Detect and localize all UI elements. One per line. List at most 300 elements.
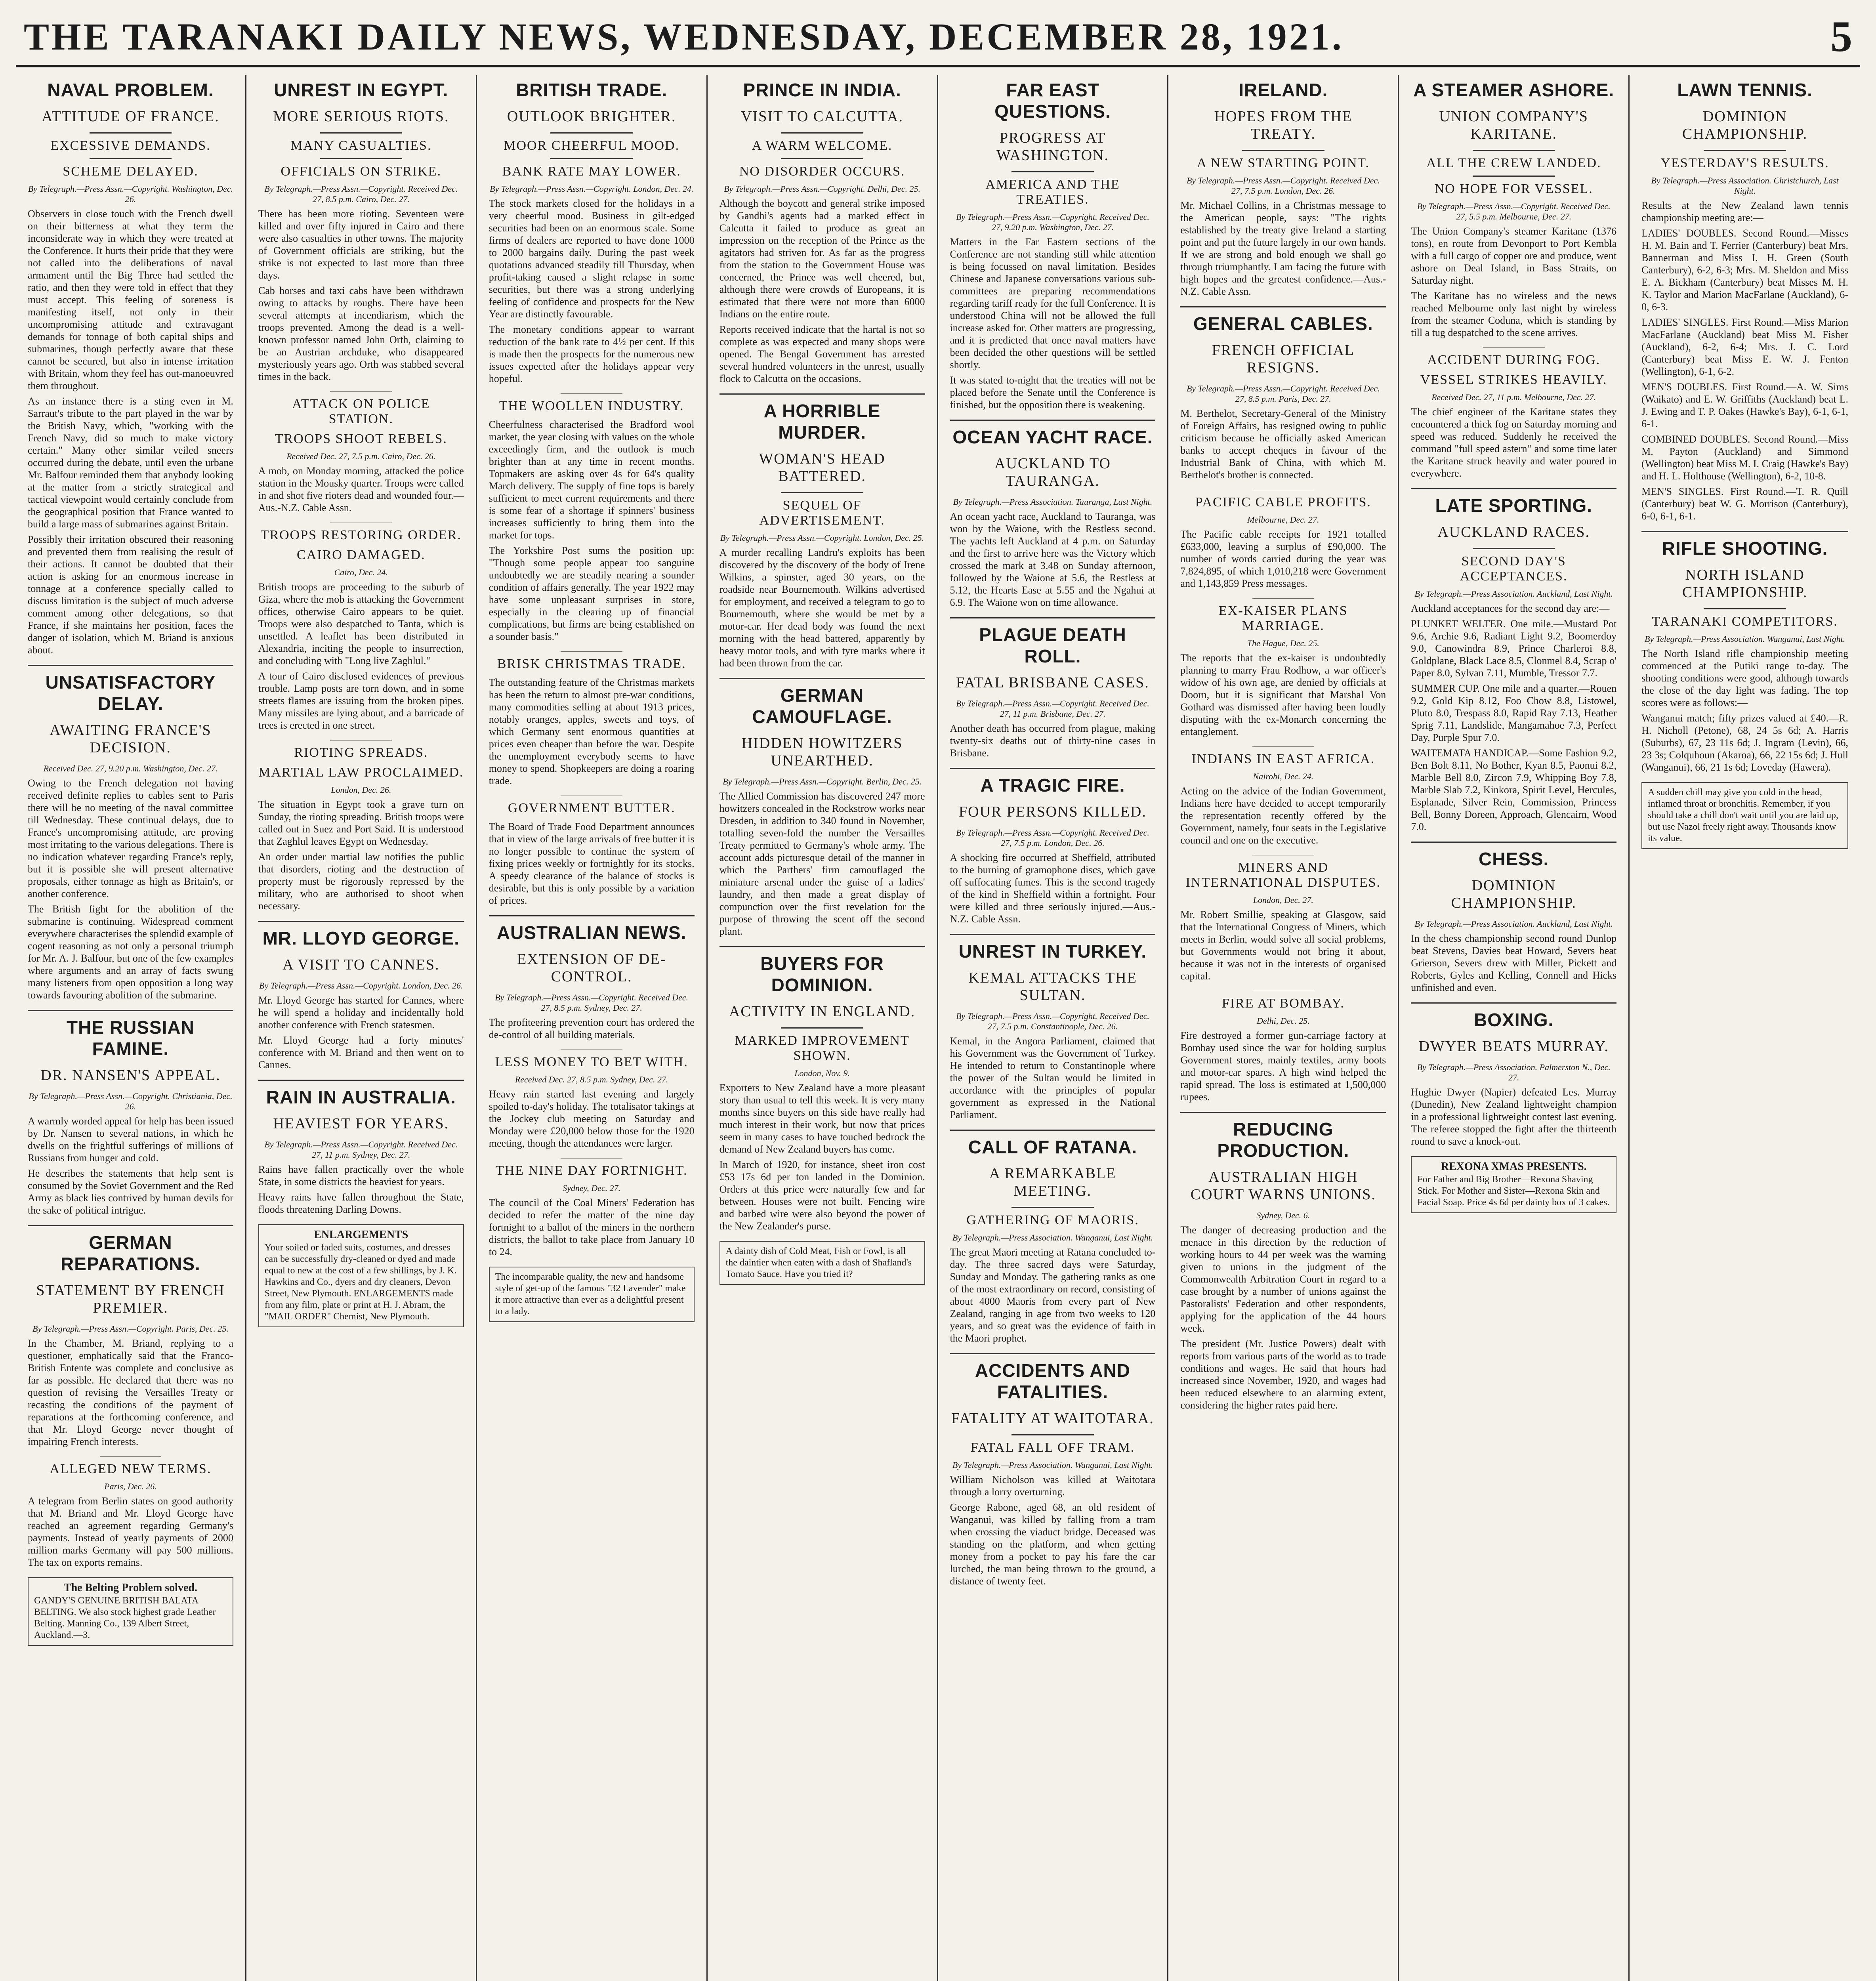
advertisement-heading: ENLARGEMENTS	[314, 1229, 408, 1241]
advertisement	[258, 1224, 464, 1327]
article-paragraph: MEN'S SINGLES. First Round.—T. R. Quill (Canterbury) beat W. G. Morrison (Canterbury), 6-0, 6-1, 6-1.	[1641, 486, 1848, 522]
advertisement-text: A sudden chill may give you cold in the head, inflamed throat or bronchitis. Remember, if you should take a chill don't wait until you are laid up, but use Nazol freely right away. Thousands know its value.	[1648, 787, 1839, 844]
article-divider	[258, 921, 464, 922]
article-paragraph: Acting on the advice of the Indian Government, Indians here have decided to accept temporarily the representation recently offered by the Government, namely, four seats in the Legislative council and one on the executive.	[1180, 785, 1386, 846]
article-paragraph: PLUNKET WELTER. One mile.—Mustard Pot 9.6, Archie 9.6, Radiant Light 9.2, Boomerdoy 9.0, Canowindra 8.9, Prince Charleroi 8.8, Goldplane, Black Lace 8.5, Clonmel 8.4, Scrap o' Paper 8.0, Sylvan 7.11, Mumble, Tressor 7.7.	[1411, 618, 1617, 679]
article-subheading: RIOTING SPREADS.	[294, 745, 428, 760]
article-paragraph: Mr. Michael Collins, in a Christmas message to the American people, says: "The rights established by the treaty give Ireland a starting point and put the future largely in our own hands. If we are strong and bold enough we shall go through triumphantly. I am facing the future with high hopes and the greatest confidence.—Aus.-N.Z. Cable Assn.	[1180, 200, 1386, 297]
article-divider	[1641, 531, 1848, 532]
article-headline: IRELAND.	[1239, 80, 1328, 100]
article-paragraph: WAITEMATA HANDICAP.—Some Fashion 9.2, Ben Bolt 8.11, No Bother, Kyan 8.5, Paonui 8.2, Marble Bell 8.0, Zircon 7.9, Whipping Boy 7.8, Marble Slab 7.2, Kinkora, Spirit Level, Hercules, Esplanade, Silver Rein, Commission, Princess Bell, Bonny Doreen, Approach, Glencairn, Wood 7.0.	[1411, 747, 1617, 832]
article	[1180, 490, 1386, 590]
article-paragraph: M. Berthelot, Secretary-General of the Ministry of Foreign Affairs, has resigned owing to public criticism because he officially asked American banks to accept cheques in favour of the Industrial Bank of China, with which M. Berthelot's brother is connected.	[1180, 408, 1386, 481]
heading-rule	[550, 158, 633, 159]
dateline: By Telegraph.—Press Assn.—Copyright. Received Dec. 27, 8.5 p.m. Paris, Dec. 27.	[1186, 384, 1380, 404]
article-headline: PLAGUE DEATH ROLL.	[979, 624, 1126, 666]
dateline: By Telegraph.—Press Assn.—Copyright. Received Dec. 27, 7.5 p.m. London, Dec. 26.	[956, 828, 1149, 848]
article-headline: RIFLE SHOOTING.	[1662, 538, 1828, 559]
column-3	[477, 75, 708, 1981]
article	[719, 79, 925, 385]
article-paragraph: An order under martial law notifies the public that disorders, rioting and the destruction of property must be rigorously repressed by the military, who are authorised to shoot when necessary.	[258, 851, 464, 912]
article-paragraph: An ocean yacht race, Auckland to Tauranga, was won by the Waione, with the Restless second. The yachts left Auckland at 4 p.m. on Saturday and the first to arrive here was the Victory which crossed the mark at 3.48 on Sunday afternoon, followed by the Waione at 5.6, the Restless at 5.12, the Hearts Ease at 5.55 and the Ngahui at 6.9. The Waione won on time allowance.	[950, 511, 1156, 608]
article-divider	[950, 420, 1156, 421]
article-subheading: BANK RATE MAY LOWER.	[502, 164, 681, 179]
article-subheading: INDIANS IN EAST AFRICA.	[1191, 752, 1375, 766]
article-paragraph: A shocking fire occurred at Sheffield, attributed to the burning of gramophone discs, which gave off suffocating fumes. This is the second tragedy of the kind in Sheffield within a fortnight. Four were killed and three seriously injured.—Aus.-N.Z. Cable Assn.	[950, 852, 1156, 925]
article-subheading: SECOND DAY'S ACCEPTANCES.	[1460, 554, 1568, 584]
article-subheading: MANY CASUALTIES.	[290, 138, 432, 153]
advertisement	[719, 1241, 925, 1285]
article-paragraph: The situation in Egypt took a grave turn on Sunday, the rioting spreading. British troops were called out in Suez and Port Said. It is understood that Zaghlul leaves Egypt on Wednesday.	[258, 799, 464, 847]
heading-rule	[90, 158, 172, 159]
dateline: By Telegraph.—Press Association. Wanganui, Last Night.	[1644, 634, 1845, 644]
article-subheading: ALL THE CREW LANDED.	[1426, 156, 1601, 170]
article-subheading: STATEMENT BY FRENCH PREMIER.	[36, 1282, 225, 1316]
heading-rule	[1473, 176, 1555, 177]
article-paragraph: Heavy rains have fallen throughout the State, floods threatening Darling Downs.	[258, 1191, 464, 1215]
dateline: London, Dec. 26.	[331, 785, 391, 795]
article-paragraph: The great Maori meeting at Ratana concluded to-day. The three sacred days were Saturday, Sunday and Monday. The gathering ranks as one of the most extraordinary on record, consisting of about 4000 Maoris from every part of New Zealand, ranging in age from two weeks to 120 years, and so great was the evidence of faith in the Maori prophet.	[950, 1246, 1156, 1344]
dateline: By Telegraph.—Press Assn.—Copyright. Received Dec. 27, 7.5 p.m. Constantinople, Dec. 26.	[956, 1011, 1149, 1031]
article-subheading: DOMINION CHAMPIONSHIP.	[1682, 108, 1808, 142]
dateline: By Telegraph.—Press Assn.—Copyright. Received Dec. 27, 5.5 p.m. Melbourne, Dec. 27.	[1417, 201, 1611, 221]
article-subheading: HIDDEN HOWITZERS UNEARTHED.	[741, 735, 903, 769]
article-subheading: MINERS AND INTERNATIONAL DISPUTES.	[1185, 860, 1381, 890]
article-paragraph: Mr. Lloyd George has started for Cannes, where he will spend a holiday and incidentally hold another conference with French statesmen.	[258, 994, 464, 1031]
article-headline: LAWN TENNIS.	[1677, 80, 1813, 100]
article-headline: FAR EAST QUESTIONS.	[994, 80, 1111, 122]
article-subheading: MARKED IMPROVEMENT SHOWN.	[735, 1033, 910, 1063]
heading-rule	[781, 492, 863, 493]
dateline: By Telegraph.—Press Association. Auckland, Last Night.	[1414, 589, 1613, 599]
dateline: By Telegraph.—Press Assn.—Copyright. Received Dec. 27, 9.20 p.m. Washington, Dec. 27.	[956, 212, 1149, 232]
advertisement-heading: The Belting Problem solved.	[63, 1582, 197, 1594]
dateline: The Hague, Dec. 25.	[1247, 638, 1319, 648]
article-subheading: DWYER BEATS MURRAY.	[1418, 1038, 1609, 1055]
article-divider	[950, 617, 1156, 618]
article-subheading: FRENCH OFFICIAL RESIGNS.	[1212, 342, 1355, 376]
dateline: Nairobi, Dec. 24.	[1253, 771, 1314, 781]
dateline: Sydney, Dec. 6.	[1256, 1210, 1310, 1220]
article	[489, 1158, 695, 1258]
heading-rule	[1242, 150, 1324, 151]
article-subheading: FATAL BRISBANE CASES.	[956, 674, 1149, 691]
article-subheading: NORTH ISLAND CHAMPIONSHIP.	[1682, 567, 1808, 601]
heading-rule	[90, 132, 172, 134]
article-subheading: OFFICIALS ON STRIKE.	[281, 164, 442, 179]
article-headline: OCEAN YACHT RACE.	[952, 427, 1153, 447]
article	[950, 79, 1156, 411]
dateline: By Telegraph.—Press Assn.—Copyright. Received Dec. 27, 11 p.m. Sydney, Dec. 27.	[264, 1139, 458, 1160]
article-paragraph: Hughie Dwyer (Napier) defeated Les. Murray (Dunedin), New Zealand lightweight champion in a professional lightweight contest last evening. The referee stopped the fight after the thirteenth round to save a knock-out.	[1411, 1086, 1617, 1147]
article-divider	[719, 678, 925, 679]
article-subheading: THE NINE DAY FORTNIGHT.	[495, 1163, 688, 1178]
article-paragraph: The reports that the ex-kaiser is undoubtedly planning to marry Frau Rodhow, a war officer's widow of his own age, are denied by officials at Doorn, but it is significant that Marshal Von Gothard was dismissed after having been loudly disputing with the ex-Monarch concerning the entanglement.	[1180, 652, 1386, 737]
subsection-rule	[1252, 598, 1314, 599]
article-paragraph: In the chess championship second round Dunlop beat Stevens, Davies beat Howard, Severs beat Grierson, Severs drew with Miller, Pickett and Roberts, Gyles and Kelling, Connell and Hicks unfinished and even.	[1411, 933, 1617, 993]
heading-rule	[1011, 1207, 1094, 1208]
article-headline: RAIN IN AUSTRALIA.	[266, 1087, 456, 1107]
article-divider	[1411, 842, 1616, 843]
article-subheading: ACCIDENT DURING FOG.	[1427, 353, 1601, 367]
article-subheading: FATALITY AT WAITOTARA.	[951, 1410, 1154, 1427]
dateline: By Telegraph.—Press Assn.—Copyright. Christiania, Dec. 26.	[29, 1091, 233, 1111]
article	[28, 1225, 233, 1448]
article-paragraph: COMBINED DOUBLES. Second Round.—Miss M. Payton (Auckland) and Simmond (Wellington) beat Miss M. I. Craig (Hawke's Bay) and H. L. Holthouse (Wellington), 6-2, 10-8.	[1641, 433, 1848, 482]
article	[258, 391, 464, 514]
article-subheading: AUCKLAND TO TAURANGA.	[994, 455, 1111, 489]
article-divider	[950, 1130, 1156, 1131]
article-subheading: WOMAN'S HEAD BATTERED.	[759, 450, 886, 485]
article-subheading: AUSTRALIAN HIGH COURT WARNS UNIONS.	[1190, 1169, 1376, 1203]
subsection-rule	[561, 651, 622, 652]
dateline: By Telegraph.—Press Assn.—Copyright. Berlin, Dec. 25.	[723, 777, 922, 786]
article-subheading: HOPES FROM THE TREATY.	[1214, 108, 1352, 142]
article-paragraph: He describes the statements that help sent is consumed by the Soviet Government and the Red Army as black lies contrived by human devils for the sake of political intrigue.	[28, 1168, 233, 1216]
article-paragraph: LADIES' SINGLES. First Round.—Miss Marion MacFarlane (Auckland) beat Miss M. Fisher (Auckland), 6-2, 6-4; Mrs. J. C. Lord (Canterbury) beat Miss E. W. J. Fenton (Wellington), 6-1, 6-2.	[1641, 317, 1848, 377]
article-subheading: AWAITING FRANCE'S DECISION.	[50, 722, 212, 756]
article-paragraph: It was stated to-night that the treaties will not be placed before the Senate until the Conference is finished, but the opposition there is weakening.	[950, 374, 1156, 410]
article-paragraph: William Nicholson was killed at Waitotara through a lorry overturning.	[950, 1474, 1156, 1498]
article	[1180, 306, 1386, 481]
article-subheading: ATTITUDE OF FRANCE.	[42, 108, 219, 125]
article-subheading: MOOR CHEERFUL MOOD.	[504, 138, 680, 153]
article	[1180, 991, 1386, 1103]
article-paragraph: Although the boycott and general strike imposed by Gandhi's agents had a marked effect in Calcutta it failed to produce as great an impression on the reception of the Prince as the agitators had striven for. As far as the progress from the station to the Government House was concerned, the Prince was well cheered, but, although there were crowds of Europeans, it is estimated that there were not more than 6000 Indians on the entire route.	[719, 198, 925, 320]
article-subheading: MARTIAL LAW PROCLAIMED.	[258, 765, 464, 780]
article-paragraph: Mr. Lloyd George had a forty minutes' conference with M. Briand and then went on to Cannes.	[258, 1034, 464, 1071]
article-paragraph: A tour of Cairo disclosed evidences of previous trouble. Lamp posts are torn down, and in some streets flames are issuing from the broken pipes. Many missiles are lying about, and a barricade of trees is erected in one street.	[258, 670, 464, 731]
dateline: By Telegraph.—Press Association. Wanganui, Last Night.	[952, 1460, 1153, 1470]
dateline: Paris, Dec. 26.	[104, 1481, 157, 1491]
heading-rule	[1704, 608, 1786, 609]
article-paragraph: Reports received indicate that the hartal is not so complete as was expected and many shops were opened. The Bengal Government has arrested several hundred volunteers in the unrest, usually flock to Calcutta on the occasions.	[719, 324, 925, 384]
subsection-rule	[330, 391, 392, 392]
article	[1180, 855, 1386, 982]
article-paragraph: Heavy rain started last evening and largely spoiled to-day's holiday. The totalisator takings at the Jockey club meeting on Saturday and Monday were £20,000 below those for the 1920 meeting, though the attendances were larger.	[489, 1088, 695, 1149]
article-subheading: MORE SERIOUS RIOTS.	[273, 108, 449, 125]
article-paragraph: Kemal, in the Angora Parliament, claimed that his Government was the Government of Turkey. He intended to return to Constantinople where the power of the Sultan would be limited in accordance with the principles of popular government as expressed in the National Parliament.	[950, 1035, 1156, 1120]
dateline: Cairo, Dec. 24.	[334, 567, 388, 577]
dateline: By Telegraph.—Press Association. Auckland, Last Night.	[1414, 919, 1613, 929]
article-paragraph: The president (Mr. Justice Powers) dealt with reports from various parts of the world as to trade conditions and wages. He said that hours had increased since November, 1920, and wages had been reduced elsewhere to an alarming extent, considering the higher rates paid here.	[1180, 1338, 1386, 1411]
article	[258, 79, 464, 383]
advertisement	[1641, 782, 1848, 849]
masthead-title: THE TARANAKI DAILY NEWS, WEDNESDAY, DECEMBER 28, 1921.	[24, 15, 1344, 58]
article-subheading: AUCKLAND RACES.	[1437, 524, 1590, 540]
article-subheading: FIRE AT BOMBAY.	[1221, 996, 1345, 1011]
dateline: By Telegraph.—Press Association. Palmerston N., Dec. 27.	[1417, 1062, 1611, 1082]
article-paragraph: Rains have fallen practically over the whole State, in some districts the heaviest for years.	[258, 1164, 464, 1187]
article-paragraph: The monetary conditions appear to warrant reduction of the bank rate to 4½ per cent. If this is made then the prospects for the numerous new issues expected after the holidays appear very hopeful.	[489, 324, 695, 384]
article	[1641, 531, 1848, 773]
article-subheading: A WARM WELCOME.	[752, 138, 893, 153]
advertisement	[1411, 1156, 1616, 1213]
article-subheading: GOVERNMENT BUTTER.	[508, 801, 676, 815]
column-5	[938, 75, 1169, 1981]
article	[1180, 1112, 1386, 1411]
masthead	[16, 8, 1860, 67]
article-subheading: EXTENSION OF DE-CONTROL.	[517, 951, 666, 985]
article-paragraph: As an instance there is a sting even in M. Sarraut's tribute to the part played in the war by the British Navy, which, "working with the French Navy, did so much to make victory certain." Many other similar veiled sneers occurred during the debate, until even the urbane Mr. Balfour reminded them that anybody looking at the matter from a strictly strategical and tactical viewpoint would certainly conclude from the geographical position that France wanted to build a large mass of submarines against Britain.	[28, 395, 233, 530]
article-divider	[1411, 488, 1616, 489]
article-divider	[719, 946, 925, 947]
article	[1180, 598, 1386, 738]
heading-rule	[320, 132, 403, 134]
article-paragraph: The Board of Trade Food Department announces that in view of the large arrivals of free butter it is no longer possible to continue the system of fixing prices weekly or fortnightly for its stocks. A speedy clearance of the balance of stocks is desirable, but this is only possible by a variation of prices.	[489, 821, 695, 906]
dateline: By Telegraph.—Press Assn.—Copyright. Received Dec. 27, 7.5 p.m. London, Dec. 26.	[1186, 176, 1380, 196]
article-headline: GENERAL CABLES.	[1193, 313, 1373, 334]
column-4	[708, 75, 938, 1981]
article-subheading: TROOPS SHOOT REBELS.	[275, 431, 447, 446]
article-paragraph: The danger of decreasing production and the menace in this direction by the reduction of working hours to 44 per week was the warning given to unions in the judgment of the Commonwealth Arbitration Court in regard to a case brought by a number of unions against the Pastoralists' Federation and other respondents, applying for the application of the 44 hours week.	[1180, 1224, 1386, 1334]
article-subheading: ATTACK ON POLICE STATION.	[292, 397, 430, 426]
article	[1411, 347, 1616, 479]
article-headline: CHESS.	[1479, 849, 1549, 869]
dateline: By Telegraph.—Press Assn.—Copyright. Paris, Dec. 25.	[32, 1324, 229, 1334]
article-headline: A STEAMER ASHORE.	[1413, 80, 1615, 100]
article	[1411, 1002, 1616, 1147]
article-paragraph: The outstanding feature of the Christmas markets has been the return to almost pre-war conditions, many commodities selling at about 1913 prices, notably oranges, apples, sweets and toys, of which Germany sent enormous quantities at prices even cheaper than before the war. Despite the unemployment everybody seems to have money to spend. Shopkeepers are doing a roaring trade.	[489, 677, 695, 786]
article-subheading: VESSEL STRIKES HEAVILY.	[1420, 372, 1607, 387]
article-headline: A HORRIBLE MURDER.	[763, 401, 881, 443]
dateline: London, Nov. 9.	[794, 1068, 850, 1078]
article-headline: GERMAN CAMOUFLAGE.	[752, 685, 892, 727]
article-subheading: DOMINION CHAMPIONSHIP.	[1451, 877, 1576, 911]
dateline: By Telegraph.—Press Association. Tauranga, Last Night.	[953, 497, 1153, 507]
article	[1180, 79, 1386, 298]
article-headline: AUSTRALIAN NEWS.	[496, 922, 687, 943]
article-headline: UNREST IN TURKEY.	[958, 941, 1147, 962]
column-2	[246, 75, 477, 1981]
dateline: By Telegraph.—Press Assn.—Copyright. Received Dec. 27, 8.5 p.m. Cairo, Dec. 27.	[264, 184, 458, 204]
advertisement-text: For Father and Big Brother—Rexona Shaving Stick. For Mother and Sister—Rexona Skin and Facial Soap. Price 4s 6d per dainty box of 3 cakes.	[1417, 1174, 1610, 1208]
dateline: By Telegraph.—Press Association. Christchurch, Last Night.	[1651, 176, 1839, 196]
article-paragraph: A warmly worded appeal for help has been issued by Dr. Nansen to several nations, in which he dwells on the frightful sufferings of millions of Russians from hunger and cold.	[28, 1115, 233, 1164]
article-paragraph: Possibly their irritation obscured their reasoning and prevented them from realising the result of their actions. It cannot be doubted that their action is asking for an enormous increase in tonnage at a conference specially called to discuss limitation is the subject of much adverse comment among other delegations, so that France, if she maintains her position, faces the danger of isolation, which M. Briand is anxious about.	[28, 534, 233, 656]
article-divider	[258, 1080, 464, 1081]
article-headline: PRINCE IN INDIA.	[743, 80, 901, 100]
heading-rule	[1473, 150, 1555, 151]
article-paragraph: The chief engineer of the Karitane states they encountered a thick fog on Saturday morning and speed was reduced. Suddenly he received the command "full speed astern" and some time later the Karitane struck heavily and water poured in everywhere.	[1411, 406, 1617, 479]
article-subheading: EX-KAISER PLANS MARRIAGE.	[1219, 603, 1348, 633]
article-paragraph: Auckland acceptances for the second day are:—	[1411, 603, 1610, 614]
advertisement-text: GANDY'S GENUINE BRITISH BALATA BELTING. We also stock highest grade Leather Belting. Manning Co., 139 Albert Street, Auckland.—3.	[34, 1595, 216, 1640]
article-paragraph: Matters in the Far Eastern sections of the Conference are not standing still while attention is being focussed on naval limitation. Besides Chinese and Japanese conversations various sub-committees are preparing recommendations regarding tariff ready for the full Conference. It is understood China will not be allowed the full increase asked for. Other matters are progressing, and it is predicted that once naval matters have been decided the other questions will be settled shortly.	[950, 236, 1156, 370]
article-paragraph: SUMMER CUP. One mile and a quarter.—Rouen 9.2, Gold Kip 8.12, Foo Chow 8.8, Listowel, Pluto 8.0, Trespass 8.0, Rapid Ray 7.13, Heather Sprig 7.11, Landslide, Mangamahoe 7.3, Perfect Day, Purple Spur 7.0.	[1411, 683, 1617, 743]
article-subheading: AMERICA AND THE TREATIES.	[985, 177, 1120, 207]
article-subheading: DR. NANSEN'S APPEAL.	[40, 1067, 221, 1084]
dateline: By Telegraph.—Press Assn.—Copyright. Received Dec. 27, 8.5 p.m. Sydney, Dec. 27.	[495, 992, 689, 1013]
heading-rule	[1011, 171, 1094, 172]
article-headline: MR. LLOYD GEORGE.	[262, 928, 460, 949]
dateline: By Telegraph.—Press Assn.—Copyright. Received Dec. 27, 11 p.m. Brisbane, Dec. 27.	[956, 699, 1149, 719]
heading-rule	[781, 1027, 863, 1029]
article-headline: UNSATISFACTORY DELAY.	[45, 672, 216, 714]
dateline: By Telegraph.—Press Assn.—Copyright. London, Dec. 24.	[490, 184, 694, 194]
article-paragraph: The Allied Commission has discovered 247 more howitzers concealed in the Rockstrow works near Dresden, in addition to 340 found in November, totalling seven-fold the number the Versailles Treaty permitted to Germany's whole army. The account adds picturesque detail of the manner in which the Parthers' firm camouflaged the miniature arsenal under the guise of a ladies' laundry, and then made a great display of compunction over the first revelation for the purpose of throwing the scent off the second plant.	[719, 790, 925, 937]
article	[1641, 79, 1848, 522]
dateline: By Telegraph.—Press Assn.—Copyright. London, Dec. 25.	[720, 533, 924, 543]
article-subheading: ALLEGED NEW TERMS.	[50, 1462, 212, 1476]
article	[489, 393, 695, 643]
article-divider	[950, 768, 1156, 769]
article-divider	[719, 393, 925, 395]
subsection-rule	[561, 393, 622, 394]
heading-rule	[781, 132, 863, 134]
article-paragraph: Cab horses and taxi cabs have been withdrawn owing to attacks by roughs. There have been several attempts at incendiarism, which the troops prevented. Among the dead is a well-known professor named John Orth, claiming to be an Austrian archduke, who disappeared mysteriously years ago. Orth was stabbed several times in the back.	[258, 285, 464, 382]
article	[1411, 488, 1616, 833]
article-paragraph: LADIES' DOUBLES. Second Round.—Misses H. M. Bain and T. Ferrier (Canterbury) beat Mrs. Bannerman and Miss I. H. Green (South Canterbury), 6-2, 6-3; Mrs. M. Sheldon and Miss E. A. Bickham (Canterbury) beat Misses M. H. K. Taylor and Marion MacFarlane (Auckland), 6-0, 6-3.	[1641, 227, 1848, 313]
article	[1411, 842, 1616, 994]
article-headline: REDUCING PRODUCTION.	[1217, 1119, 1349, 1161]
article-headline: A TRAGIC FIRE.	[980, 775, 1125, 796]
dateline: Received Dec. 27, 7.5 p.m. Cairo, Dec. 26.	[286, 451, 436, 461]
article	[28, 1010, 233, 1216]
dateline: Received Dec. 27, 8.5 p.m. Sydney, Dec. 27.	[515, 1074, 668, 1084]
advertisement-text: A dainty dish of Cold Meat, Fish or Fowl, is all the daintier when eaten with a dash of Shafland's Tomato Sauce. Have you tried it?	[725, 1246, 912, 1279]
article-subheading: TROOPS RESTORING ORDER.	[260, 528, 462, 542]
article	[28, 1456, 233, 1569]
article-paragraph: The Pacific cable receipts for 1921 totalled £633,000, leaving a surplus of £90,000. The number of words carried during the year was 7,824,895, of which 1,010,218 were Government and 1,143,859 Press messages.	[1180, 529, 1386, 589]
article	[258, 1080, 464, 1216]
heading-rule	[1011, 1434, 1094, 1435]
article	[258, 921, 464, 1071]
column-8	[1630, 75, 1860, 1981]
article	[28, 665, 233, 1001]
heading-rule	[320, 158, 403, 159]
article	[28, 79, 233, 656]
article-headline: LATE SPORTING.	[1435, 495, 1592, 516]
article-paragraph: The Union Company's steamer Karitane (1376 tons), en route from Devonport to Port Kembla with a full cargo of copper ore and produce, went ashore on Deal Island, in Bass Straits, on Saturday night.	[1411, 225, 1617, 286]
article	[258, 740, 464, 912]
article-paragraph: A murder recalling Landru's exploits has been discovered by the discovery of the body of Irene Wilkins, a spinster, aged 30 years, on the roadside near Bournemouth. Wilkins advertised for employment, and received a telegram to go to Bournemouth, where she would be met by a motor-car. Her dead body was found the next morning with the head battered, apparently by heavy motor tools, and with tyre marks where it had been thrown from the car.	[719, 547, 925, 669]
subsection-rule	[100, 1456, 162, 1457]
article-paragraph: Mr. Robert Smillie, speaking at Glasgow, said that the International Congress of Miners, which meets in Berlin, would solve all social problems, but Governments would not bring it about, because it was not in the interests of organised capital.	[1180, 909, 1386, 982]
article-paragraph: A mob, on Monday morning, attacked the police station in the Mousky quarter. Troops were called in and shot five rioters dead and wounded four.—Aus.-N.Z. Cable Assn.	[258, 465, 464, 513]
dateline: By Telegraph.—Press Association. Wanganui, Last Night.	[952, 1233, 1153, 1242]
article-headline: BRITISH TRADE.	[516, 80, 668, 100]
article	[950, 1353, 1156, 1587]
article-paragraph: Another death has occurred from plague, making twenty-six deaths out of thirty-nine cases in Brisbane.	[950, 723, 1156, 759]
article-headline: THE RUSSIAN FAMINE.	[67, 1017, 195, 1059]
article-subheading: SEQUEL OF ADVERTISEMENT.	[759, 498, 885, 528]
article-subheading: VISIT TO CALCUTTA.	[741, 108, 903, 125]
article-divider	[1411, 1002, 1616, 1004]
article-paragraph: There has been more rioting. Seventeen were killed and over fifty injured in Cairo and there were also casualties in other towns. The majority of Government officials are striking, but the strike is not expected to last more than three days.	[258, 208, 464, 281]
article-subheading: KEMAL ATTACKS THE SULTAN.	[968, 970, 1137, 1004]
article-paragraph: Fire destroyed a former gun-carriage factory at Bombay used since the war for holding surplus Government stores, mainly textiles, army boots and motor-car spares. A high wind helped the rapid spread. The loss is estimated at 1,500,000 rupees.	[1180, 1030, 1386, 1103]
heading-rule	[550, 132, 633, 134]
article	[489, 79, 695, 385]
subsection-rule	[1483, 347, 1545, 348]
article-subheading: A VISIT TO CANNES.	[282, 956, 440, 973]
dateline: By Telegraph.—Press Assn.—Copyright. Washington, Dec. 26.	[28, 184, 233, 204]
article-paragraph: The stock markets closed for the holidays in a very cheerful mood. Business in gilt-edged securities had been on an enormous scale. Some firms of dealers are reported to have done 1000 to 2000 bargains daily. During the past week quotations advanced steadily till Thursday, when profit-taking caused a slight relapse in some securities, but there was a strong underlying feeling of confidence and prospects for the New Year are distinctly favourable.	[489, 198, 695, 320]
advertisement-heading: REXONA XMAS PRESENTS.	[1441, 1160, 1587, 1173]
article-subheading: YESTERDAY'S RESULTS.	[1660, 156, 1829, 170]
article-subheading: UNION COMPANY'S KARITANE.	[1439, 108, 1588, 142]
article	[950, 420, 1156, 609]
article-paragraph: Wanganui match; fifty prizes valued at £40.—R. H. Nicholl (Petone), 68, 24 5s 6d; A. Harris (Suburbs), 67, 23 11s 6d; J. Ingram (Levin), 66, 23 3s; Colquhoun (Akaroa), 66, 22 15s 6d; J. Hull (Wanganui), 66, 21 1s 6d; Loveday (Hawera).	[1641, 712, 1848, 773]
article	[1180, 746, 1386, 846]
article-divider	[950, 1353, 1156, 1354]
article-divider	[950, 934, 1156, 935]
heading-rule	[1473, 548, 1555, 549]
article	[950, 934, 1156, 1121]
article-subheading: A NEW STARTING POINT.	[1197, 156, 1370, 170]
article-subheading: LESS MONEY TO BET WITH.	[495, 1055, 688, 1069]
article	[489, 1050, 695, 1149]
advertisement-text: Your soiled or faded suits, costumes, and dresses can be successfully dry-cleaned or dyed and made equal to new at the cost of a few shillings, by J. K. Hawkins and Co., dyers and dry cleaners, Devon Street, New Plymouth. ENLARGEMENTS made from any film, plate or print at H. J. Abram, the "MAIL ORDER" Chemist, New Plymouth.	[264, 1242, 457, 1322]
dateline: By Telegraph.—Press Assn.—Copyright. Delhi, Dec. 25.	[724, 184, 921, 194]
dateline: Melbourne, Dec. 27.	[1247, 515, 1319, 525]
article	[489, 796, 695, 907]
article-paragraph: The profiteering prevention court has ordered the de-control of all building materials.	[489, 1017, 695, 1040]
subsection-rule	[1252, 746, 1314, 747]
article-paragraph: The council of the Coal Miners' Federation has decided to refer the matter of the nine day fortnight to a ballot of the miners in the northern districts, the ballot to take place from January 10 to 24.	[489, 1197, 695, 1258]
heading-rule	[1704, 150, 1786, 151]
article-subheading: SCHEME DELAYED.	[63, 164, 198, 179]
article-divider	[1180, 1112, 1386, 1113]
article	[1411, 79, 1616, 339]
article	[258, 523, 464, 731]
advertisement	[489, 1267, 695, 1322]
article-subheading: PROGRESS AT WASHINGTON.	[996, 130, 1109, 164]
article-subheading: OUTLOOK BRIGHTER.	[507, 108, 676, 125]
dateline: Sydney, Dec. 27.	[563, 1183, 621, 1193]
column-7	[1399, 75, 1630, 1981]
article-subheading: GATHERING OF MAORIS.	[966, 1213, 1139, 1227]
column-6	[1168, 75, 1399, 1981]
article-paragraph: Owing to the French delegation not having received definite replies to cables sent to Paris there will be no meeting of the naval committee till Wednesday. These continual delays, due to France's uncompromising attitude, are proving most irritating to the various delegations. There is no indication whatever regarding France's reply, but it is possible she will present alternative proposals, either tonnage as high as Britain's, or another conference.	[28, 777, 233, 899]
article-divider	[1180, 306, 1386, 307]
article-divider	[28, 1225, 233, 1226]
article-subheading: ACTIVITY IN ENGLAND.	[729, 1003, 916, 1020]
article	[719, 393, 925, 669]
article-subheading: FATAL FALL OFF TRAM.	[970, 1440, 1135, 1455]
article	[950, 617, 1156, 759]
dateline: Received Dec. 27, 9.20 p.m. Washington, Dec. 27.	[43, 763, 218, 773]
article-headline: BOXING.	[1474, 1010, 1554, 1030]
article-headline: GERMAN REPARATIONS.	[61, 1232, 200, 1274]
article-subheading: NO HOPE FOR VESSEL.	[1434, 181, 1593, 196]
column-1	[16, 75, 246, 1981]
article-divider	[28, 665, 233, 666]
article	[489, 915, 695, 1041]
article-paragraph: In March of 1920, for instance, sheet iron cost £53 17s 6d per ton landed in the Dominion. Orders at this price were naturally few and far between. Houses were not built. Fencing wire and barbed wire were also beyond the power of the New Zealander's purse.	[719, 1159, 925, 1232]
article	[950, 768, 1156, 925]
article-paragraph: MEN'S DOUBLES. First Round.—A. W. Sims (Waikato) and E. W. Griffiths (Auckland) beat L. J. Ewing and T. P. Oakes (Hawke's Bay), 6-1, 6-1, 6-1.	[1641, 381, 1848, 429]
article-headline: UNREST IN EGYPT.	[274, 80, 448, 100]
article-subheading: HEAVIEST FOR YEARS.	[273, 1115, 449, 1132]
article-paragraph: The North Island rifle championship meeting commenced at the Putiki range to-day. The shooting conditions were good, although towards the close of the day light was fading. The top scores were as follows:—	[1641, 648, 1848, 708]
article-paragraph: The British fight for the abolition of the submarine is continuing. Widespread comment everywhere characterises the splendid example of cogent reasoning as not only a personal triumph for Mr. A. J. Balfour, but one of the few examples where arguments and an array of facts swung many listeners from open opposition a long way towards favouring abolition of the submarine.	[28, 903, 233, 1001]
article-subheading: A REMARKABLE MEETING.	[989, 1165, 1116, 1199]
article-paragraph: A telegram from Berlin states on good authority that M. Briand and Mr. Lloyd George have reached an agreement regarding Germany's payments. Instead of yearly payments of 2000 million marks Germany will pay 500 millions. The tax on exports remains.	[28, 1495, 233, 1568]
article-paragraph: Observers in close touch with the French dwell on their bitterness at what they term the inconsiderate way in which they were treated at the Conference. It hurts their pride that they were not called into the deliberations of naval armament until the Big Three had settled the ratio, and then they were told in effect that they must accept. This feeling of soreness is manifesting itself, not only in their uncompromising attitude and extravagant demands for tonnage of both capital ships and submarines, though perfectly aware that these cannot be secured, but also in intense irritation with Britain, whom they feel has out-manoeuvred them throughout.	[28, 208, 233, 391]
article-paragraph: Results at the New Zealand lawn tennis championship meeting are:—	[1641, 200, 1848, 223]
article-paragraph: In the Chamber, M. Briand, replying to a questioner, emphatically said that the Franco-British Entente was complete and conclusive as far as possible. He declared that there was no question of revising the Versailles Treaty or recasting the conditions of the payment of reparations at the forthcoming conference, and that Mr. Lloyd George never thought of impairing French interests.	[28, 1338, 233, 1447]
article-paragraph: Exporters to New Zealand have a more pleasant story than usual to tell this week. It is very many months since buyers on this side have really had much interest in their work, but now that prices seem in many cases to have touched bedrock the demand of New Zealand buyers has come.	[719, 1082, 925, 1155]
article-subheading: BRISK CHRISTMAS TRADE.	[497, 657, 686, 671]
dateline: By Telegraph.—Press Assn.—Copyright. London, Dec. 26.	[259, 981, 463, 990]
article-headline: NAVAL PROBLEM.	[47, 80, 214, 100]
article	[719, 678, 925, 937]
article-subheading: NO DISORDER OCCURS.	[739, 164, 905, 179]
article	[489, 651, 695, 787]
article-divider	[489, 915, 695, 916]
